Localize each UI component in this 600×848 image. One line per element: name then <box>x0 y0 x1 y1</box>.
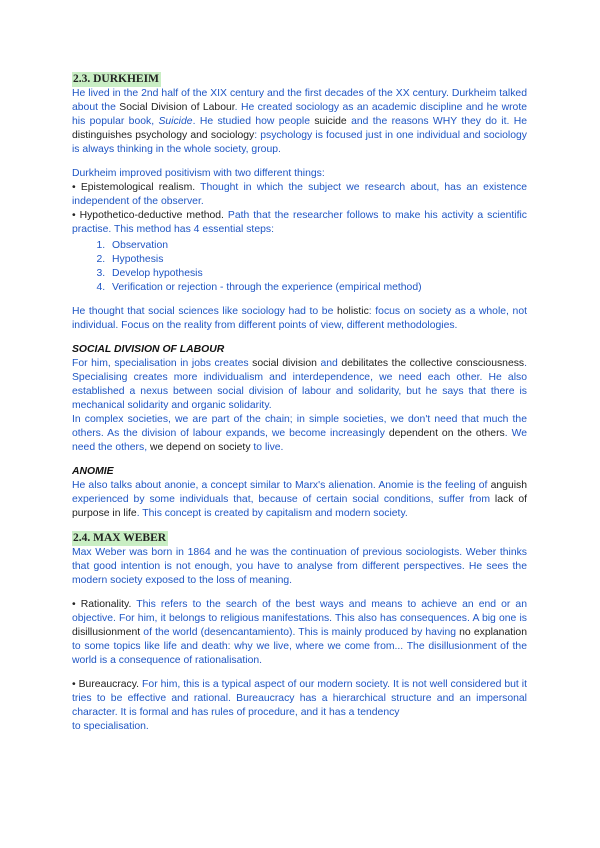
sdl-paragraph-2 <box>72 413 527 455</box>
list-item: 3. Develop hypothesis <box>108 267 527 281</box>
section-heading-durkheim: 2.3. DURKHEIM <box>73 73 159 85</box>
anomie-text: experienced by some individuals that, because of certain social conditions, suffer from <box>72 494 495 505</box>
holistic-term: holistic <box>337 306 369 317</box>
bureaucracy-text: For him, this is a typical aspect of our modern society. It is not well considered but it tries to be effective and rational. Bureaucracy has a hierarchical structure and an impersonal character. It is formal and has rules of procedure, and it has a tendency <box>72 679 527 718</box>
sdl-text: For him, specialisation in jobs creates <box>72 358 253 369</box>
positivism-lead: Durkheim improved positivism with two different things: <box>72 168 325 179</box>
intro-text-1: He lived in the 2nd half of the XIX century and the first decades of the XX century. Durkheim talked about the <box>72 88 527 113</box>
bullet-text: Path that the researcher follows to make his activity a scientific practise. This method has 4 essential steps: <box>72 210 527 235</box>
sdl-text: and <box>316 358 342 369</box>
rationality-text: This refers to the search of the best ways and means to achieve an end or an objective. For him, it belongs to religious manifestations. This also has consequences. A big one is <box>72 599 527 624</box>
bullet-term: • Rationality. <box>72 599 132 610</box>
bullet-text: Thought in which the subject we research about, has an existence independent of the observer. <box>72 182 527 207</box>
sdl-text: . We need the others, <box>72 428 527 453</box>
sdl-paragraph-1 <box>72 357 527 413</box>
sdl-term: dependent on the others <box>388 428 505 439</box>
rationality-text: of the world (desencantamiento). This is mainly produced by having <box>140 627 460 638</box>
intro-term-suicide: suicide <box>314 116 347 127</box>
bullet-epistemological-realism <box>72 181 527 209</box>
sdl-term: social division <box>252 358 317 369</box>
rationality-term: no explanation <box>459 627 527 638</box>
list-item: 2. Hypothesis <box>108 253 527 267</box>
anomie-term: lack of purpose in life <box>72 494 528 519</box>
durkheim-intro-paragraph <box>72 87 527 157</box>
sdl-term: we depend on society <box>150 442 251 453</box>
intro-text-4: and the reasons WHY they do it. He <box>346 116 527 127</box>
intro-book-title: Suicide <box>158 116 193 127</box>
holistic-text-1: He thought that social sciences like sociology had to be <box>72 306 337 317</box>
bullet-hypothetico-deductive <box>72 209 527 237</box>
rationality-text: to some topics like life and death: why we live, where we come from... The disillusionment of the world is a consequence of rationalisation. <box>72 641 527 666</box>
holistic-paragraph <box>72 305 527 333</box>
subheading-anomie: ANOMIE <box>72 466 114 477</box>
anomie-text: . This concept is created by capitalism and modern society. <box>136 508 408 519</box>
intro-text-5: : psychology is focused just in one individual and sociology is always thinking in the whole society, group. <box>72 130 527 155</box>
sdl-term: debilitates the collective consciousness <box>341 358 525 369</box>
bureaucracy-text: to specialisation. <box>72 721 149 732</box>
list-item: 4. Verification or rejection - through the experience (empirical method) <box>108 281 527 295</box>
anomie-term: anguish <box>490 480 527 491</box>
method-steps-list <box>72 239 527 295</box>
sdl-text: In complex societies, we are part of the chain; in simple societies, we don't need that much the others. As the division of labour expands, we become increasingly <box>72 414 527 439</box>
rationality-paragraph <box>72 598 527 668</box>
holistic-text-2: : focus on society as a whole, not individual. Focus on the reality from different points of view, different methodologies. <box>72 306 527 331</box>
intro-term-social-division: Social Division of Labour <box>119 102 235 113</box>
rationality-term: disillusionment <box>72 627 141 638</box>
subheading-social-division: SOCIAL DIVISION OF LABOUR <box>72 344 225 355</box>
weber-intro-paragraph: Max Weber was born in 1864 and he was the continuation of previous sociologists. Weber thinks that good intention is not enough, you have to analyse from different perspectives. He sees the modern society exposed to the loss of meaning. <box>72 547 527 586</box>
anomie-paragraph <box>72 479 527 521</box>
section-heading-weber: 2.4. MAX WEBER <box>73 532 167 544</box>
anomie-text: He also talks about anonie, a concept similar to Marx's alienation. Anomie is the feeling of <box>72 480 491 491</box>
list-item: 1. Observation <box>108 239 527 253</box>
sdl-text: to live. <box>250 442 284 453</box>
bullet-term: • Bureaucracy. <box>72 679 140 690</box>
document-body <box>72 72 527 734</box>
intro-term-distinguishes: distinguishes psychology and sociology <box>72 130 255 141</box>
sdl-text: . Specialising creates more individualism and interdependence, we need each other. He also established a nexus between social division of labour and solidarity, but he says that there is mechanical solidarity and organic solidarity. <box>72 358 528 411</box>
bullet-term: • Epistemological realism. <box>72 182 196 193</box>
bureaucracy-paragraph <box>72 678 527 734</box>
bullet-term: • Hypothetico-deductive method. <box>72 210 224 221</box>
intro-text-2: . He created sociology as an academic discipline and he wrote his popular book, <box>72 102 527 127</box>
intro-text-3: . He studied how people <box>192 116 315 127</box>
